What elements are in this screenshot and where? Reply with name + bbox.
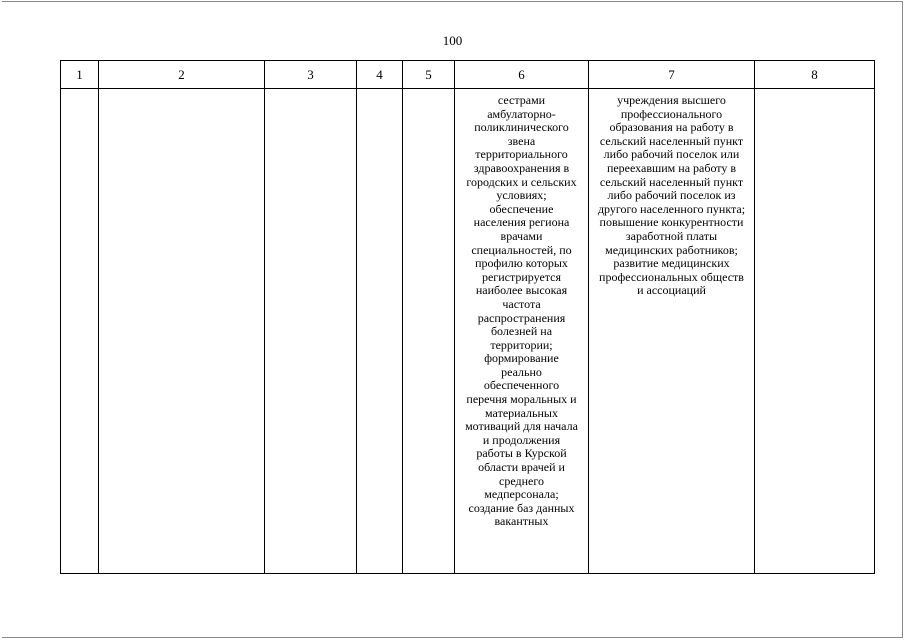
cell-text-4 xyxy=(357,89,402,94)
column-header-3: 3 xyxy=(265,61,357,89)
page-number: 100 xyxy=(442,33,463,48)
cell-text-6: сестрами амбулаторно- поликлинического звена территориального здравоохранения в городских и сельских условиях; обеспечение населения региона врачами специальностей, по профилю которых регистрируется наиболее высокая частота распространения болезней на территории; формирование реально обеспеченного перечня моральных и материальных мотиваций для начала и продолжения работы в Курской области врачей и среднего медперсонала; создание баз данных вакантных xyxy=(465,93,578,529)
table-cell-2 xyxy=(99,89,265,574)
cell-text-8 xyxy=(755,89,874,94)
document-table xyxy=(60,60,875,574)
table-row xyxy=(61,89,875,574)
cell-text-5 xyxy=(403,89,454,94)
cell-text-1 xyxy=(61,89,98,94)
column-header-1: 1 xyxy=(61,61,99,89)
table-cell-4 xyxy=(357,89,403,574)
table-cell-1 xyxy=(61,89,99,574)
table-cell-6 xyxy=(455,89,589,574)
table-cell-3 xyxy=(265,89,357,574)
column-header-5: 5 xyxy=(403,61,455,89)
table-cell-8 xyxy=(755,89,875,574)
table-cell-5 xyxy=(403,89,455,574)
column-header-2: 2 xyxy=(99,61,265,89)
header-row xyxy=(61,61,875,89)
column-header-7: 7 xyxy=(589,61,755,89)
cell-text-3 xyxy=(265,89,356,94)
column-header-8: 8 xyxy=(755,61,875,89)
cell-text-2 xyxy=(99,89,264,94)
column-header-4: 4 xyxy=(357,61,403,89)
cell-text-7: учреждения высшего профессионального образования на работу в сельский населенный пункт либо рабочий поселок или переехавшим на работу в сельский населенный пункт либо рабочий поселок из другого населенного пункта; повышение конкурентности заработной платы медицинских работников; развитие медицинских профессиональных обществ и ассоциаций xyxy=(597,93,746,298)
table-cell-7 xyxy=(589,89,755,574)
column-header-6: 6 xyxy=(455,61,589,89)
